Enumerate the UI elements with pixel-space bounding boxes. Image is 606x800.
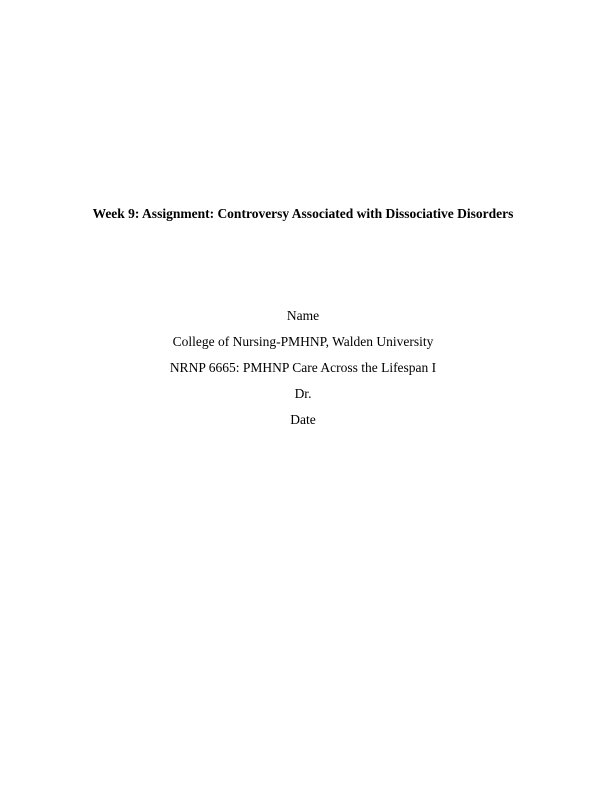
instructor-name: Dr. — [294, 386, 312, 401]
institution: College of Nursing-PMHNP, Walden University — [172, 334, 434, 349]
title-page-info — [0, 307, 606, 437]
course-name: NRNP 6665: PMHNP Care Across the Lifespan I — [169, 360, 437, 375]
document-title: Week 9: Assignment: Controversy Associated with Dissociative Disorders — [92, 206, 514, 221]
student-name: Name — [286, 308, 320, 323]
submission-date: Date — [290, 412, 316, 427]
